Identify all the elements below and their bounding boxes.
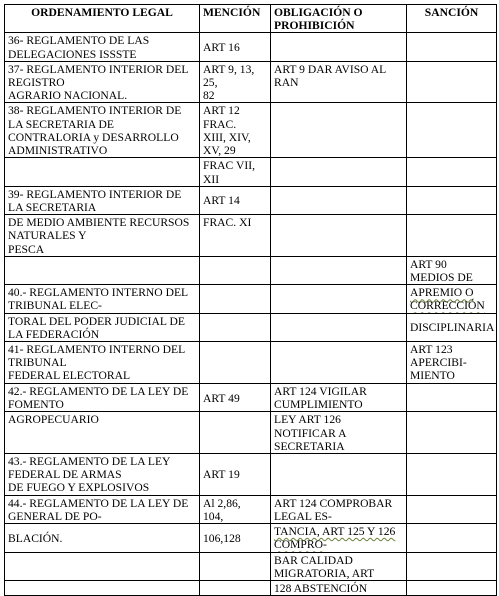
table-row (5, 33, 497, 61)
cell-mencion (200, 285, 271, 313)
table-row (5, 158, 497, 186)
cell-ordenamiento: BLACIÓN. (5, 524, 200, 552)
table-row (5, 412, 497, 454)
table-row (5, 552, 497, 580)
cell-mencion: ART 19 (200, 454, 271, 496)
cell-mencion (200, 256, 271, 284)
table-row (5, 384, 497, 412)
cell-ordenamiento (5, 256, 200, 284)
cell-sancion: ART 123 APERCIBI- MIENTO (407, 342, 497, 384)
cell-mencion (200, 412, 271, 454)
cell-obligacion (271, 215, 407, 257)
table-row (5, 215, 497, 257)
cell-ordenamiento: 36- REGLAMENTO DE LAS DELEGACIONES ISSSTE (5, 33, 200, 61)
cell-mencion: FRAC. XI (200, 215, 271, 257)
cell-ordenamiento (5, 158, 200, 186)
cell-mencion: FRAC VII, XII (200, 158, 271, 186)
cell-ordenamiento: 41- REGLAMENTO INTERNO DEL TRIBUNAL FEDERAL ELECTORAL (5, 342, 200, 384)
header-mencion: MENCIÓN (200, 5, 271, 33)
cell-obligacion: ART 124 COMPROBAR LEGAL ES- (271, 495, 407, 523)
cell-sancion (407, 61, 497, 103)
cell-mencion (200, 552, 271, 580)
header-obligacion: OBLIGACIÓN O PROHIBICIÓN (271, 5, 407, 33)
cell-sancion: DISCIPLINARIA (407, 313, 497, 341)
cell-sancion (407, 186, 497, 214)
table-row (5, 313, 497, 341)
cell-obligacion: ART 9 DAR AVISO AL RAN (271, 61, 407, 103)
cell-mencion: ART 9, 13, 25, 82 (200, 61, 271, 103)
cell-mencion: ART 14 (200, 186, 271, 214)
header-sancion: SANCIÓN (407, 5, 497, 33)
cell-obligacion (271, 285, 407, 313)
table-row (5, 285, 497, 313)
cell-obligacion (271, 33, 407, 61)
cell-obligacion (271, 342, 407, 384)
cell-obligacion: 128 ABSTENCIÓN (271, 580, 407, 595)
cell-obligacion (271, 186, 407, 214)
cell-obligacion: ART 124 VIGILAR CUMPLIMIENTO (271, 384, 407, 412)
cell-ordenamiento: 44.- REGLAMENTO DE LA LEY DE GENERAL DE PO- (5, 495, 200, 523)
legal-table (4, 4, 497, 596)
cell-obligacion (271, 103, 407, 158)
cell-mencion: ART 12 FRAC. XIII, XIV, XV, 29 (200, 103, 271, 158)
cell-ordenamiento: 39- REGLAMENTO INTERIOR DE LA SECRETARIA (5, 186, 200, 214)
table-row (5, 524, 497, 552)
cell-sancion (407, 454, 497, 496)
cell-sancion (407, 495, 497, 523)
cell-sancion: ART 90 MEDIOS DE (407, 256, 497, 284)
cell-ordenamiento: TORAL DEL PODER JUDICIAL DE LA FEDERACIÓN (5, 313, 200, 341)
cell-ordenamiento (5, 552, 200, 580)
table-row (5, 61, 497, 103)
table-row (5, 256, 497, 284)
cell-obligacion (271, 454, 407, 496)
cell-sancion (407, 103, 497, 158)
cell-sancion (407, 412, 497, 454)
cell-obligacion (271, 313, 407, 341)
cell-mencion: ART 16 (200, 33, 271, 61)
header-ordenamiento: ORDENAMIENTO LEGAL (5, 5, 200, 33)
cell-mencion: Al 2,86, 104, (200, 495, 271, 523)
table-row (5, 103, 497, 158)
cell-ordenamiento: DE MEDIO AMBIENTE RECURSOS NATURALES Y PESCA (5, 215, 200, 257)
cell-ordenamiento (5, 580, 200, 595)
cell-ordenamiento: 37- REGLAMENTO INTERIOR DEL REGISTRO AGRARIO NACIONAL. (5, 61, 200, 103)
cell-mencion: 106,128 (200, 524, 271, 552)
cell-mencion: ART 49 (200, 384, 271, 412)
cell-obligacion: LEY ART 126 NOTIFICAR A SECRETARIA (271, 412, 407, 454)
cell-obligacion: TANCIA, ART 125 Y 126 COMPRO- (271, 524, 407, 552)
cell-sancion (407, 215, 497, 257)
cell-ordenamiento: AGROPECUARIO (5, 412, 200, 454)
cell-sancion (407, 158, 497, 186)
table-row (5, 342, 497, 384)
cell-obligacion: BAR CALIDAD MIGRATORIA, ART (271, 552, 407, 580)
table-row (5, 186, 497, 214)
cell-mencion (200, 580, 271, 595)
cell-ordenamiento: 40.- REGLAMENTO INTERNO DEL TRIBUNAL ELEC- (5, 285, 200, 313)
table-row (5, 580, 497, 595)
cell-sancion (407, 384, 497, 412)
table-header-row (5, 5, 497, 33)
table-row (5, 495, 497, 523)
cell-sancion (407, 580, 497, 595)
cell-obligacion (271, 158, 407, 186)
cell-sancion: APREMIO O CORRECCIÓN (407, 285, 497, 313)
cell-sancion (407, 552, 497, 580)
cell-sancion (407, 524, 497, 552)
cell-sancion (407, 33, 497, 61)
table-row (5, 454, 497, 496)
cell-mencion (200, 313, 271, 341)
cell-ordenamiento: 43.- REGLAMENTO DE LA LEY FEDERAL DE ARMAS DE FUEGO Y EXPLOSIVOS (5, 454, 200, 496)
cell-mencion (200, 342, 271, 384)
cell-obligacion (271, 256, 407, 284)
cell-ordenamiento: 38- REGLAMENTO INTERIOR DE LA SECRETARIA DE CONTRALORIA y DESARROLLO ADMINISTRATIVO (5, 103, 200, 158)
cell-ordenamiento: 42.- REGLAMENTO DE LA LEY DE FOMENTO (5, 384, 200, 412)
